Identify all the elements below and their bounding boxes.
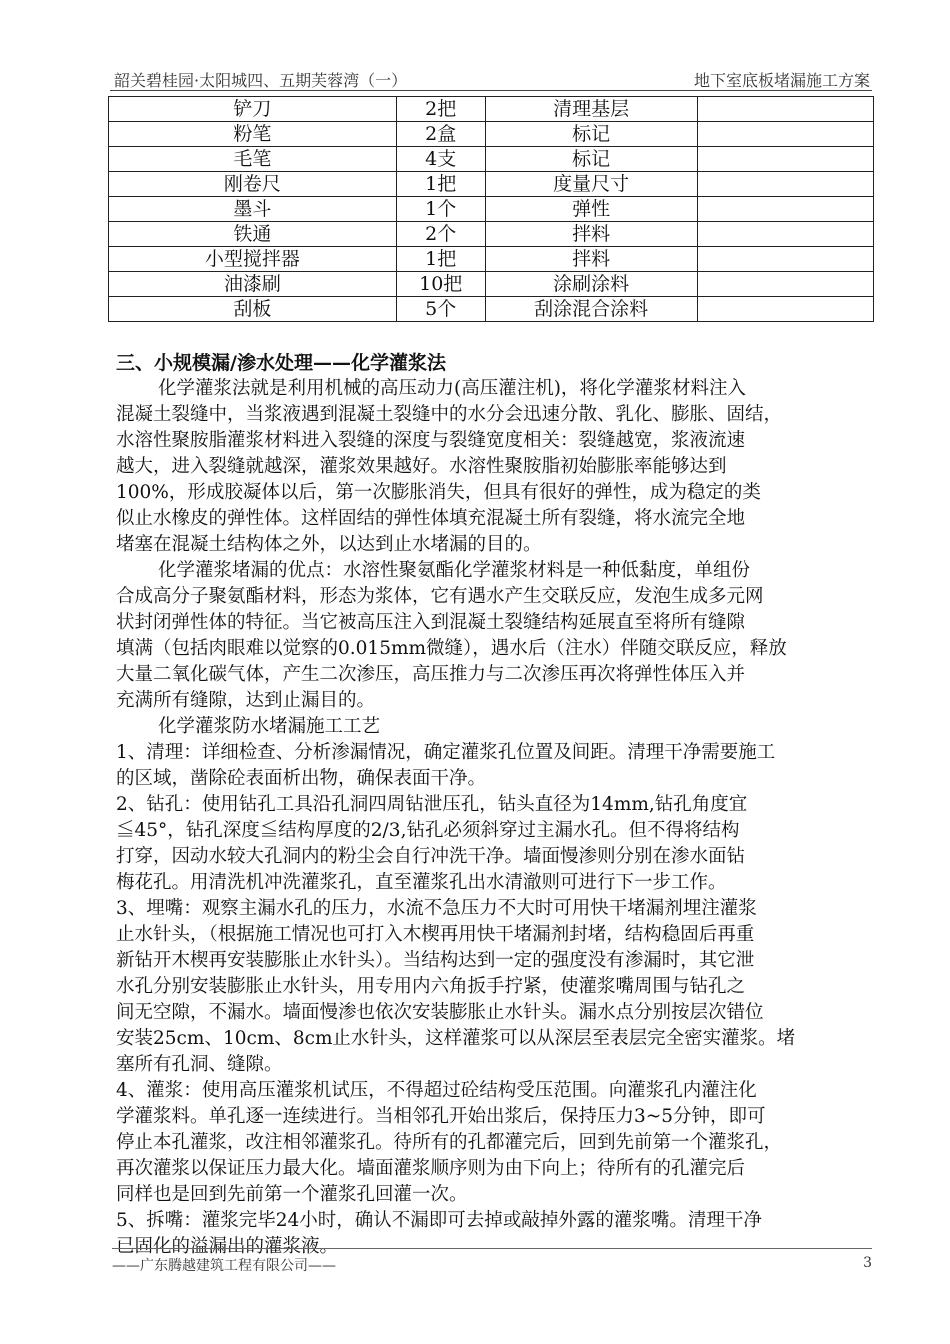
table-cell: 拌料 [485,222,697,247]
text-line: 合成高分子聚氨酯材料，形态为浆体，它有遇水产生交联反应，发泡生成多元网 [116,586,764,607]
table-cell: 小型搅拌器 [109,247,397,272]
table-row [109,222,874,247]
table-row [109,247,874,272]
text-line: 越大，进入裂缝就越深，灌浆效果越好。水溶性聚胺脂初始膨胀率能够达到 [116,456,727,477]
section-body [116,376,872,1260]
table-cell: 铁通 [109,222,397,247]
text-line: 水溶性聚胺脂灌浆材料进入裂缝的深度与裂缝宽度相关：裂缝越宽，浆液流速 [116,430,746,451]
text-line: 100%，形成胶凝体以后，第一次膨胀消失，但具有很好的弹性，成为稳定的类 [116,482,761,503]
section-content [116,350,872,1260]
table-cell: 弹性 [485,197,697,222]
text-line: 状封闭弹性体的特征。当它被高压注入到混凝土裂缝结构延展直至将所有缝隙 [116,612,746,633]
header-project-title: 韶关碧桂园·太阳城四、五期芙蓉湾（一） [114,71,408,90]
table-cell: 刮板 [109,297,397,322]
table-cell [697,172,873,197]
table-row [109,297,874,322]
table-cell: 刮涂混合涂料 [485,297,697,322]
table-cell: 标记 [485,147,697,172]
table-cell [697,272,873,297]
text-line: 2、钻孔：使用钻孔工具沿孔洞四周钻泄压孔，钻头直径为14mm,钻孔角度宜 [116,794,748,815]
text-line: 已固化的溢漏出的灌浆液。 [116,1236,339,1257]
text-line: 新钻开木楔再安装膨胀止水针头）。当结构达到一定的强度没有渗漏时，其它泄 [116,950,755,971]
tools-table [108,96,874,322]
text-line: 止水针头，（根据施工情况也可打入木楔再用快干堵漏剂封堵，结构稳固后再重 [116,924,755,945]
text-line: 的区域，凿除砼表面析出物，确保表面干净。 [116,768,487,789]
table-row [109,97,874,122]
page-header [110,64,872,91]
table-cell: 墨斗 [109,197,397,222]
text-line: 似止水橡皮的弹性体。这样固结的弹性体填充混凝土所有裂缝，将水流完全地 [116,508,746,529]
table-row [109,197,874,222]
text-line: 同样也是回到先前第一个灌浆孔回灌一次。 [116,1184,468,1205]
table-cell: 标记 [485,122,697,147]
table-cell: 刚卷尺 [109,172,397,197]
table-cell: 清理基层 [485,97,697,122]
header-document-title: 地下室底板堵漏施工方案 [693,71,870,90]
page-footer [112,1248,872,1274]
table-cell: 拌料 [485,247,697,272]
table-row [109,172,874,197]
table-cell [697,247,873,272]
footer-company: ——广东腾越建筑工程有限公司—— [112,1258,336,1274]
text-line: 4、灌浆：使用高压灌浆机试压，不得超过砼结构受压范围。向灌浆孔内灌注化 [116,1080,757,1101]
text-line: 化学灌浆堵漏的优点：水溶性聚氨酯化学灌浆材料是一种低黏度，单组份 [158,560,751,581]
table-row [109,147,874,172]
table-cell: 1把 [396,172,485,197]
table-cell [697,97,873,122]
section-heading: 三、小规模漏/渗水处理——化学灌浆法 [116,352,446,374]
text-line: 水孔分别安装膨胀止水针头，用专用内六角扳手拧紧，使灌浆嘴周围与钻孔之 [116,976,746,997]
table-row [109,122,874,147]
text-line: 塞所有孔洞、缝隙。 [116,1054,283,1075]
text-line: 化学灌浆防水堵漏施工工艺 [158,716,381,737]
text-line: 学灌浆料。单孔逐一连续进行。当相邻孔开始出浆后，保持压力3~5分钟，即可 [116,1106,766,1127]
page-number: 3 [863,1255,872,1271]
table-cell [697,122,873,147]
table-cell [697,222,873,247]
table-cell: 铲刀 [109,97,397,122]
text-line: 停止本孔灌浆，改注相邻灌浆孔。待所有的孔都灌完后，回到先前第一个灌浆孔， [116,1132,783,1153]
text-line: 3、埋嘴：观察主漏水孔的压力，水流不急压力不大时可用快干堵漏剂埋注灌浆 [116,898,757,919]
table-cell: 10把 [396,272,485,297]
text-line: 梅花孔。用清洗机冲洗灌浆孔，直至灌浆孔出水清澈则可进行下一步工作。 [116,872,727,893]
table-cell [697,147,873,172]
table-row [109,272,874,297]
text-line: 填满（包括肉眼难以觉察的0.015mm微缝），遇水后（注水）伴随交联反应，释放 [116,638,787,659]
text-line: 混凝土裂缝中，当浆液遇到混凝土裂缝中的水分会迅速分散、乳化、膨胀、固结， [116,404,783,425]
table-cell: 4支 [396,147,485,172]
text-line: 5、拆嘴：灌浆完毕24小时，确认不漏即可去掉或敲掉外露的灌浆嘴。清理干净 [116,1210,762,1231]
table-cell: 1个 [396,197,485,222]
text-line: 1、清理：详细检查、分析渗漏情况，确定灌浆孔位置及间距。清理干净需要施工 [116,742,776,763]
table-cell: 2盒 [396,122,485,147]
text-line: 充满所有缝隙，达到止漏目的。 [116,690,376,711]
table-cell: 度量尺寸 [485,172,697,197]
table-cell: 2把 [396,97,485,122]
table-cell: 毛笔 [109,147,397,172]
text-line: ≦45°，钻孔深度≦结构厚度的2/3,钻孔必须斜穿过主漏水孔。但不得将结构 [116,820,740,841]
text-line: 堵塞在混凝土结构体之外，以达到止水堵漏的目的。 [116,534,542,555]
text-line: 间无空隙，不漏水。墙面慢渗也依次安装膨胀止水针头。漏水点分别按层次错位 [116,1002,764,1023]
table-cell: 粉笔 [109,122,397,147]
text-line: 安装25cm、10cm、8cm止水针头，这样灌浆可以从深层至表层完全密实灌浆。堵 [116,1028,796,1049]
table-cell: 油漆刷 [109,272,397,297]
text-line: 化学灌浆法就是利用机械的高压动力(高压灌注机)，将化学灌浆材料注入 [158,378,746,399]
table-cell [697,297,873,322]
table-cell: 5个 [396,297,485,322]
text-line: 打穿，因动水较大孔洞内的粉尘会自行冲洗干净。墙面慢渗则分别在渗水面钻 [116,846,746,867]
table-cell [697,197,873,222]
table-cell: 1把 [396,247,485,272]
table-cell: 2个 [396,222,485,247]
table-cell: 涂刷涂料 [485,272,697,297]
text-line: 大量二氧化碳气体，产生二次渗压，高压推力与二次渗压再次将弹性体压入并 [116,664,746,685]
text-line: 再次灌浆以保证压力最大化。墙面灌浆顺序则为由下向上；待所有的孔灌完后 [116,1158,746,1179]
